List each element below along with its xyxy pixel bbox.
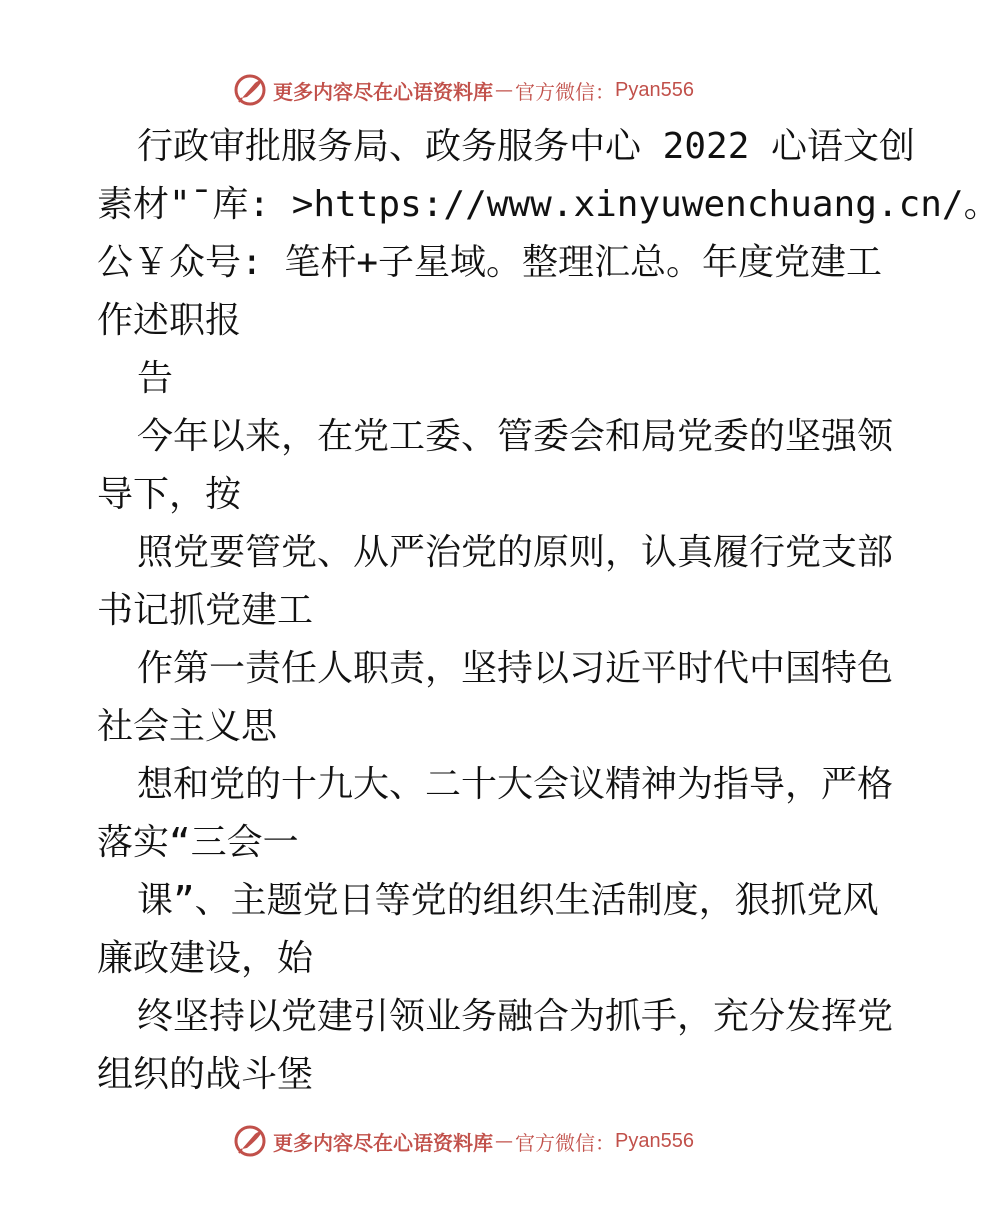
banner-main-text: 更多内容尽在心语资料库 <box>273 1130 493 1155</box>
text-line: 落实“三会一 <box>97 822 299 863</box>
text-line: 作述职报 <box>97 300 242 341</box>
text-line: 素材"¯库: >https://www.xinyuwenchuang.cn/。 <box>97 184 1000 225</box>
banner-main-text: 更多内容尽在心语资料库 <box>273 79 493 104</box>
text-line: 作第一责任人职责，坚持以习近平时代中国特色 <box>137 648 894 689</box>
banner-wechat-id: Pyan556 <box>615 1129 694 1152</box>
text-line: 今年以来，在党工委、管委会和局党委的坚强领 <box>137 416 894 457</box>
document-body <box>97 118 1000 1104</box>
text-line: 书记抓党建工 <box>97 590 314 631</box>
banner-wechat-label: 官方微信： <box>515 1130 615 1155</box>
text-line: 终坚持以党建引领业务融合为抓手，充分发挥党 <box>137 996 894 1037</box>
header-banner <box>233 70 694 110</box>
text-line: 想和党的十九大、二十大会议精神为指导，严格 <box>137 764 894 805</box>
text-line: 导下，按 <box>97 474 242 515</box>
text-line: 课”、主题党日等党的组织生活制度，狠抓党风 <box>137 880 879 921</box>
text-line: 社会主义思 <box>97 706 278 747</box>
banner-separator: — <box>495 1130 513 1152</box>
banner-separator: — <box>495 79 513 101</box>
text-line: 廉政建设，始 <box>97 938 314 979</box>
footer-banner <box>233 1121 694 1161</box>
text-line: 告 <box>137 358 174 399</box>
banner-wechat-label: 官方微信： <box>515 79 615 104</box>
text-line: 公￥众号: 笔杆+子星域。整理汇总。年度党建工 <box>97 242 883 283</box>
quill-in-circle-icon <box>233 73 267 107</box>
text-line: 组织的战斗堡 <box>97 1054 314 1095</box>
text-line: 行政审批服务局、政务服务中心 2022 心语文创 <box>137 126 916 167</box>
quill-in-circle-icon <box>233 1124 267 1158</box>
banner-wechat-id: Pyan556 <box>615 78 694 101</box>
text-line: 照党要管党、从严治党的原则，认真履行党支部 <box>137 532 894 573</box>
